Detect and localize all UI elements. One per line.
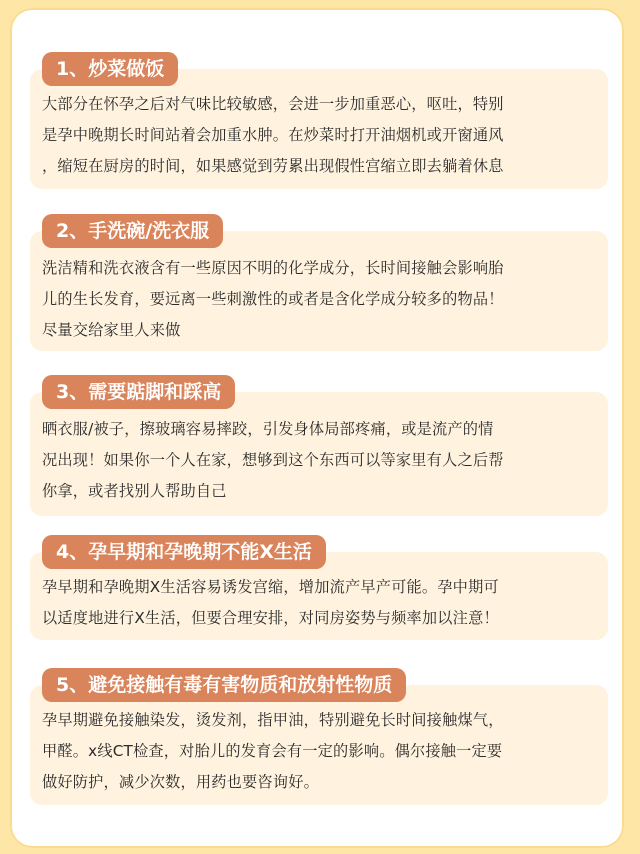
section-body-box [30,685,608,805]
section-title: 1、炒菜做饭 [42,52,178,86]
section-body-text: 大部分在怀孕之后对气味比较敏感，会进一步加重恶心，呕吐，特别 是孕中晚期长时间站着会加重水肿。在炒菜时打开油烟机或开窗通风 ，缩短在厨房的时间，如果感觉到劳累出现假性宫缩立即去躺着休息 [42,95,504,175]
section-body-text: 孕早期避免接触染发，烫发剂，指甲油，特别避免长时间接触煤气， 甲醛。x线CT检查，对胎儿的发育会有一定的影响。偶尔接触一定要 做好防护，减少次数，用药也要咨询好。 [42,711,504,791]
section-body-box [30,69,608,189]
section-title: 2、手洗碗/洗衣服 [42,214,223,248]
section-body-box [30,231,608,351]
section-body-text: 晒衣服/被子，擦玻璃容易摔跤，引发身体局部疼痛，或是流产的情 况出现！如果你一个人在家，想够到这个东西可以等家里有人之后帮 你拿，或者找别人帮助自己 [42,420,504,500]
section-title: 4、孕早期和孕晚期不能X生活 [42,535,326,569]
section-body-text: 孕早期和孕晚期X生活容易诱发宫缩，增加流产早产可能。孕中期可 以适度地进行X生活，但要合理安排，对同房姿势与频率加以注意！ [42,578,499,627]
section-title: 3、需要踮脚和踩高 [42,375,235,409]
section-title: 5、避免接触有毒有害物质和放射性物质 [42,668,406,702]
section-body-text: 洗洁精和洗衣液含有一些原因不明的化学成分，长时间接触会影响胎 儿的生长发育，要远离一些刺激性的或者是含化学成分较多的物品！ 尽量交给家里人来做 [42,259,504,339]
section-body-box [30,392,608,516]
